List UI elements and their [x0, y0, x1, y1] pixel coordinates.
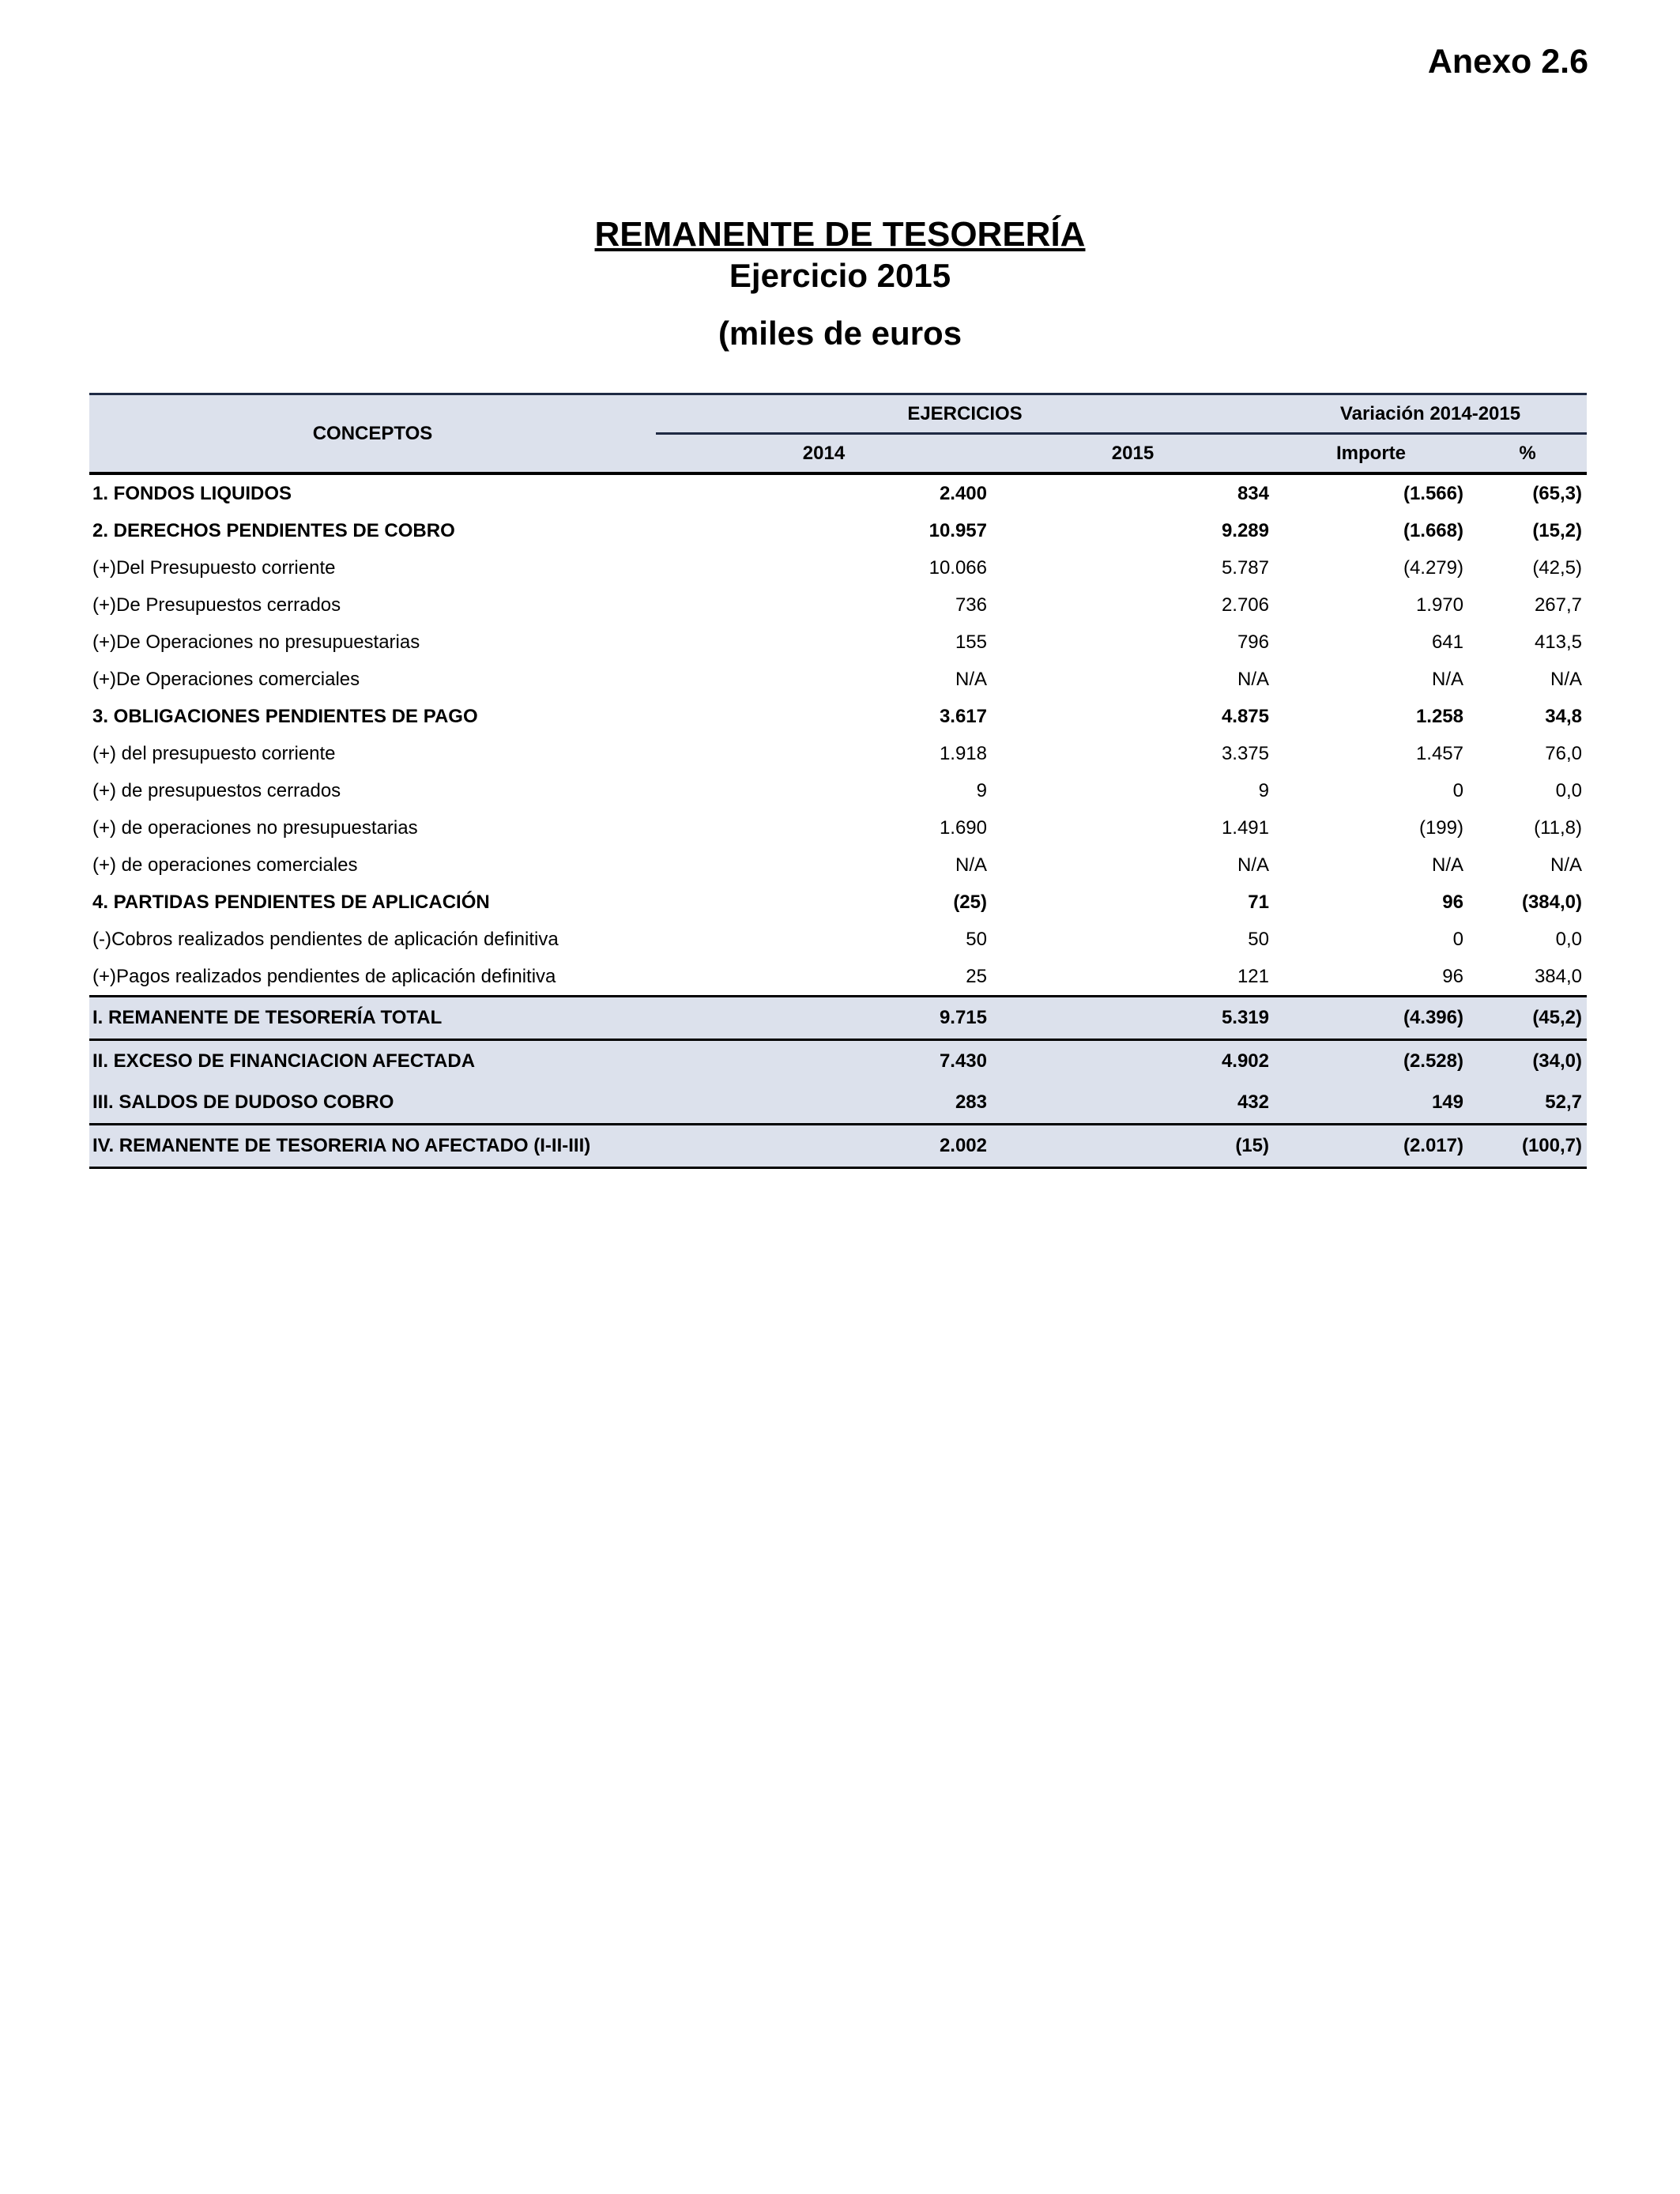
- concept-cell: IV. REMANENTE DE TESORERIA NO AFECTADO (I-II-III): [89, 1125, 656, 1168]
- pct-cell: 76,0: [1545, 742, 1583, 764]
- importe-cell: (4.279): [1403, 556, 1463, 579]
- concept-cell: (+) de presupuestos cerrados: [92, 779, 341, 801]
- value-2015-cell: 796: [1237, 631, 1269, 653]
- importe-cell: N/A: [1431, 854, 1463, 876]
- table-row: [89, 921, 1587, 958]
- col-header-conceptos: CONCEPTOS: [89, 394, 656, 474]
- importe-cell: (199): [1418, 816, 1463, 839]
- value-2015-cell: 4.902: [992, 1040, 1274, 1083]
- concept-cell: (+) de operaciones no presupuestarias: [92, 816, 418, 839]
- importe-cell: 1.970: [1415, 594, 1463, 616]
- value-2015-cell: 5.319: [992, 997, 1274, 1040]
- table-row: [89, 661, 1587, 698]
- concept-cell: (+)Pagos realizados pendientes de aplicación definitiva: [92, 965, 556, 987]
- value-2015-cell: N/A: [1237, 854, 1269, 876]
- pct-cell: (100,7): [1468, 1125, 1587, 1168]
- concept-cell: (-)Cobros realizados pendientes de aplicación definitiva: [92, 928, 559, 950]
- concept-cell: III. SALDOS DE DUDOSO COBRO: [89, 1082, 656, 1125]
- pct-cell: N/A: [1550, 668, 1583, 690]
- pct-cell: (11,8): [1534, 816, 1583, 839]
- total-row: [89, 1125, 1587, 1168]
- value-2014-cell: 9: [976, 779, 987, 801]
- importe-cell: (2.528): [1274, 1040, 1468, 1083]
- value-2015-cell: 3.375: [1221, 742, 1269, 764]
- value-2014-cell: 10.066: [929, 556, 987, 579]
- pct-cell: 413,5: [1534, 631, 1583, 653]
- table-row: [89, 846, 1587, 884]
- value-2015-cell: 432: [992, 1082, 1274, 1125]
- value-2014-cell: 2.002: [656, 1125, 992, 1168]
- concept-cell: 2. DERECHOS PENDIENTES DE COBRO: [92, 519, 455, 541]
- table-row: [89, 958, 1587, 997]
- importe-cell: 1.258: [1415, 705, 1463, 727]
- pct-cell: (34,0): [1468, 1040, 1587, 1083]
- pct-cell: 52,7: [1468, 1082, 1587, 1125]
- value-2014-cell: 7.430: [656, 1040, 992, 1083]
- value-2014-cell: 3.617: [939, 705, 987, 727]
- pct-cell: 267,7: [1534, 594, 1583, 616]
- units-label: (miles de euros: [718, 315, 962, 352]
- value-2014-cell: 9.715: [656, 997, 992, 1040]
- value-2015-cell: 4.875: [1221, 705, 1269, 727]
- total-row: [89, 997, 1587, 1040]
- col-header-2015: 2015: [992, 434, 1274, 474]
- value-2014-cell: 2.400: [939, 482, 987, 504]
- page-title: REMANENTE DE TESORERÍA: [594, 215, 1086, 254]
- importe-cell: (4.396): [1274, 997, 1468, 1040]
- importe-cell: 0: [1452, 928, 1463, 950]
- concept-cell: (+)Del Presupuesto corriente: [92, 556, 336, 579]
- pct-cell: 0,0: [1555, 779, 1583, 801]
- concept-cell: (+)De Presupuestos cerrados: [92, 594, 341, 616]
- table-row: [89, 512, 1587, 549]
- value-2015-cell: 50: [1248, 928, 1269, 950]
- value-2014-cell: 1.690: [939, 816, 987, 839]
- importe-cell: N/A: [1431, 668, 1463, 690]
- value-2014-cell: 10.957: [929, 519, 987, 541]
- value-2015-cell: 121: [1237, 965, 1269, 987]
- pct-cell: (65,3): [1532, 482, 1583, 504]
- value-2015-cell: 5.787: [1221, 556, 1269, 579]
- importe-cell: 96: [1442, 965, 1463, 987]
- importe-cell: 0: [1452, 779, 1463, 801]
- page-subtitle: Ejercicio 2015: [729, 257, 951, 294]
- concept-cell: 4. PARTIDAS PENDIENTES DE APLICACIÓN: [92, 891, 490, 913]
- remanente-table: [89, 393, 1587, 1169]
- value-2014-cell: N/A: [955, 668, 987, 690]
- pct-cell: (15,2): [1532, 519, 1583, 541]
- importe-cell: 149: [1274, 1082, 1468, 1125]
- header-row-group: [89, 394, 1587, 434]
- value-2015-cell: N/A: [1237, 668, 1269, 690]
- value-2014-cell: 1.918: [939, 742, 987, 764]
- table-row: [89, 586, 1587, 624]
- concept-cell: (+) de operaciones comerciales: [92, 854, 358, 876]
- total-row: [89, 1040, 1587, 1083]
- value-2014-cell: 736: [955, 594, 987, 616]
- value-2014-cell: 283: [656, 1082, 992, 1125]
- col-header-pct: %: [1468, 434, 1587, 474]
- concept-cell: 1. FONDOS LIQUIDOS: [92, 482, 292, 504]
- value-2015-cell: 71: [1248, 891, 1269, 913]
- table-row: [89, 735, 1587, 772]
- table-row: [89, 884, 1587, 921]
- value-2015-cell: (15): [992, 1125, 1274, 1168]
- value-2014-cell: N/A: [955, 854, 987, 876]
- importe-cell: 641: [1431, 631, 1463, 653]
- value-2014-cell: 155: [955, 631, 987, 653]
- value-2014-cell: 25: [966, 965, 987, 987]
- col-header-2014: 2014: [656, 434, 992, 474]
- pct-cell: (384,0): [1521, 891, 1583, 913]
- value-2015-cell: 2.706: [1221, 594, 1269, 616]
- pct-cell: (45,2): [1468, 997, 1587, 1040]
- value-2014-cell: (25): [953, 891, 987, 913]
- pct-cell: 0,0: [1555, 928, 1583, 950]
- concept-cell: (+)De Operaciones comerciales: [92, 668, 360, 690]
- pct-cell: 384,0: [1534, 965, 1583, 987]
- concept-cell: (+)De Operaciones no presupuestarias: [92, 631, 420, 653]
- table-row: [89, 698, 1587, 735]
- importe-cell: 96: [1442, 891, 1463, 913]
- table-row: [89, 473, 1587, 512]
- importe-cell: (1.668): [1403, 519, 1463, 541]
- value-2014-cell: 50: [966, 928, 987, 950]
- pct-cell: 34,8: [1545, 705, 1583, 727]
- table-row: [89, 809, 1587, 846]
- concept-cell: 3. OBLIGACIONES PENDIENTES DE PAGO: [92, 705, 478, 727]
- importe-cell: (2.017): [1274, 1125, 1468, 1168]
- table-row: [89, 772, 1587, 809]
- importe-cell: 1.457: [1415, 742, 1463, 764]
- annex-label: Anexo 2.6: [1427, 43, 1588, 81]
- value-2015-cell: 9.289: [1221, 519, 1269, 541]
- value-2015-cell: 9: [1258, 779, 1269, 801]
- pct-cell: N/A: [1550, 854, 1583, 876]
- col-header-importe: Importe: [1274, 434, 1468, 474]
- concept-cell: (+) del presupuesto corriente: [92, 742, 336, 764]
- importe-cell: (1.566): [1403, 482, 1463, 504]
- table-row: [89, 624, 1587, 661]
- pct-cell: (42,5): [1532, 556, 1583, 579]
- total-row: [89, 1082, 1587, 1125]
- concept-cell: I. REMANENTE DE TESORERÍA TOTAL: [89, 997, 656, 1040]
- col-header-ejercicios: EJERCICIOS: [656, 394, 1274, 434]
- concept-cell: II. EXCESO DE FINANCIACION AFECTADA: [89, 1040, 656, 1083]
- table-row: [89, 549, 1587, 586]
- value-2015-cell: 834: [1237, 482, 1269, 504]
- value-2015-cell: 1.491: [1221, 816, 1269, 839]
- col-header-variacion: Variación 2014-2015: [1274, 394, 1587, 434]
